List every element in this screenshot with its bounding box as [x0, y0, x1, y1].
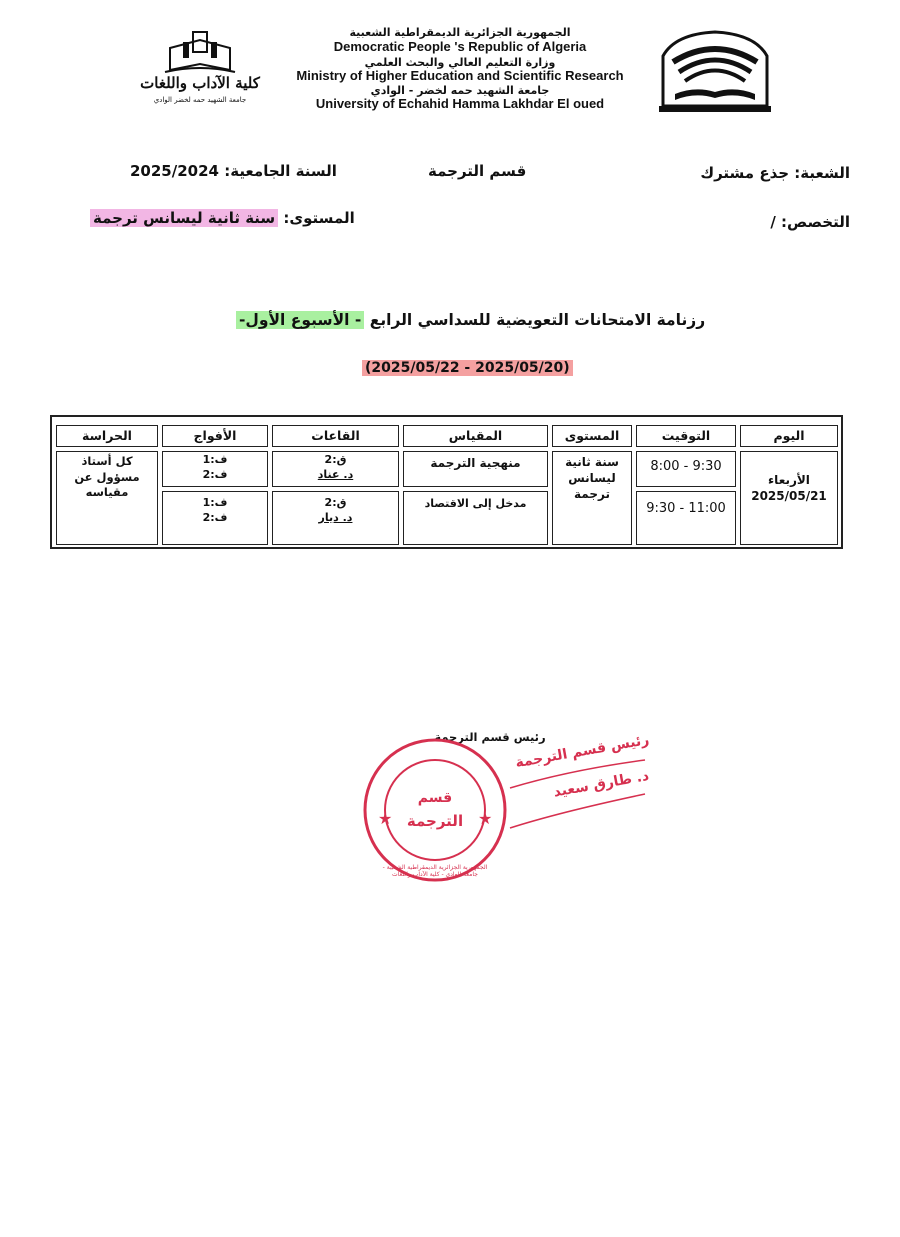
header-ar-ministry: وزارة التعليم العالي والبحث العلمي: [364, 56, 556, 69]
header-ar-republic: الجمهورية الجزائرية الديمقراطية الشعبية: [349, 26, 571, 39]
module-cell-1: منهجية الترجمة: [403, 451, 548, 487]
groups-cell-1: [162, 451, 268, 487]
group-value-2a: ف:1: [202, 496, 228, 509]
invigilation-cell: كل أستاذ مسؤول عن مقياسه: [56, 451, 158, 545]
academic-year: [130, 162, 337, 180]
header-en-republic: Democratic People 's Republic of Algeria: [333, 39, 587, 54]
stamp-center-word-2: الترجمة: [406, 812, 464, 830]
level-info: [90, 209, 355, 227]
groups-cell-2: [162, 491, 268, 545]
module-cell-2: مدخل إلى الاقتصاد: [403, 491, 548, 545]
svg-text:★: ★: [378, 809, 393, 828]
room-value-1b: د. عناد: [317, 467, 354, 481]
header-groups: الأفواج: [162, 425, 268, 447]
schedule-title-week: - الأسبوع الأول-: [236, 311, 364, 329]
header-invigilation: الحراسة: [56, 425, 158, 447]
rooms-cell-2: [272, 491, 399, 545]
academic-year-label: السنة الجامعية:: [224, 162, 337, 180]
signature-line-2: د. طارق سعيد: [552, 767, 651, 801]
room-value-2a: ق:2: [324, 496, 347, 509]
university-logo: [655, 26, 775, 118]
level-cell: سنة ثانية ليسانس ترجمة: [552, 451, 632, 545]
day-date: 2025/05/21: [751, 489, 827, 504]
room-value-2b: د. ديار: [318, 510, 353, 524]
header-ar-university: جامعة الشهيد حمه لخضر - الوادي: [370, 84, 550, 97]
branch-label: الشعبة: جذع مشترك: [700, 164, 850, 182]
department-label: قسم الترجمة: [428, 162, 527, 180]
header-time: التوقيت: [636, 425, 736, 447]
group-value-2b: ف:2: [202, 510, 228, 524]
svg-text:★: ★: [478, 809, 493, 828]
speciality-label: التخصص: /: [770, 213, 850, 231]
header-en-ministry: Ministry of Higher Education and Scientific Research: [296, 68, 624, 83]
group-value-1a: ف:1: [202, 453, 228, 466]
department-stamp: [360, 730, 660, 890]
rooms-cell-1: [272, 451, 399, 487]
signature-line-1: رئيس قسم الترجمة: [514, 731, 651, 772]
stamp-center-word-1: قسم: [417, 790, 453, 806]
room-value-1a: ق:2: [324, 453, 347, 466]
signature-title: رئيس قسم الترجمة: [434, 730, 546, 744]
header-rooms: القاعات: [272, 425, 399, 447]
header-day: اليوم: [740, 425, 838, 447]
stamp-ring-text: الجمهورية الجزائرية الديمقراطية الشعبية - جامعة الوادي - كلية الآداب واللغات: [382, 864, 488, 879]
faculty-logo-text: كلية الآداب واللغات: [140, 74, 260, 92]
schedule-dates: [362, 360, 573, 376]
schedule-title: [236, 311, 705, 329]
academic-year-value: 2025/2024: [130, 162, 219, 180]
time-cell-1: [636, 451, 736, 487]
level-label: المستوى:: [283, 209, 355, 227]
header-module: المقياس: [403, 425, 548, 447]
time-value-2: 9:30 - 11:00: [646, 501, 726, 516]
time-value-1: 8:00 - 9:30: [650, 459, 722, 474]
group-value-1b: ف:2: [202, 467, 228, 481]
header-level: المستوى: [552, 425, 632, 447]
level-value: سنة ثانية ليسانس ترجمة: [90, 209, 278, 227]
header-en-university: University of Echahid Hamma Lakhdar El oued: [315, 96, 605, 111]
day-name: الأربعاء: [768, 473, 810, 487]
day-cell: [740, 451, 838, 545]
exam-schedule-table: [50, 415, 843, 549]
schedule-title-main: رزنامة الامتحانات التعويضية للسداسي الرابع: [369, 311, 706, 329]
schedule-dates-value: (2025/05/22 - 2025/05/20): [362, 360, 573, 376]
faculty-logo-subtext: جامعة الشهيد حمه لخضر الوادي: [153, 96, 247, 104]
time-cell-2: [636, 491, 736, 545]
